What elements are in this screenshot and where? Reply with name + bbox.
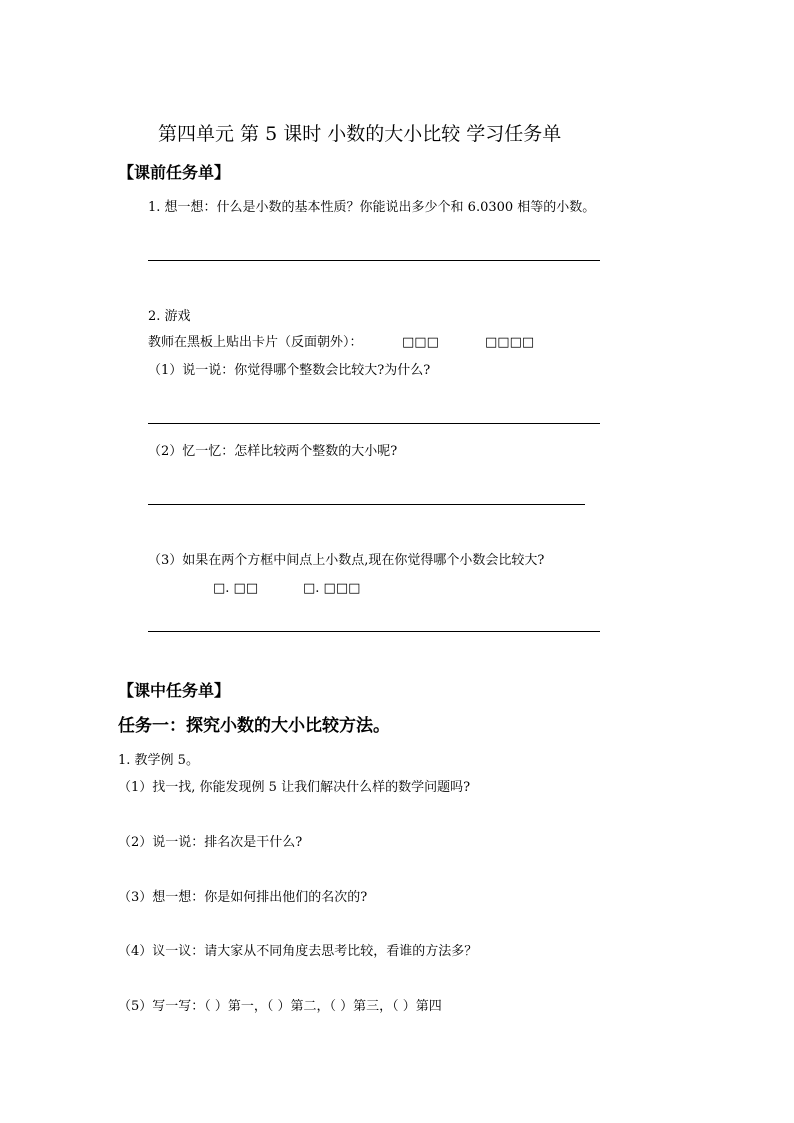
answer-line-3: [148, 504, 585, 505]
item-1: 1. 教学例 5。: [118, 753, 199, 768]
pre-question-1: 1. 想一想：什么是小数的基本性质？你能说出多少个和 6.0300 相等的小数。: [148, 200, 596, 215]
answer-line-2: [148, 423, 600, 424]
sub-question-3: （3）如果在两个方框中间点上小数点,现在你觉得哪个小数会比较大?: [148, 553, 545, 568]
answer-line-1: [148, 260, 600, 261]
page-title: 第四单元 第 5 课时 小数的大小比较 学习任务单: [158, 123, 562, 145]
pre-question-2-title: 2. 游戏: [148, 309, 191, 324]
answer-line-4: [148, 631, 600, 632]
cards-label: 教师在黑板上贴出卡片（反面朝外）：: [148, 335, 363, 350]
in-class-sub-1: （1）找一找, 你能发现例 5 让我们解决什么样的数学问题吗?: [118, 780, 471, 795]
in-class-sub-2: （2）说一说：排名次是干什么?: [118, 835, 303, 850]
sub-question-2: （2）忆一忆：怎样比较两个整数的大小呢?: [148, 444, 398, 459]
in-class-sub-5: （5）写一写：（ ）第一，（ ）第二，（ ）第三，（ ）第四: [118, 999, 442, 1014]
in-class-sub-3: （3）想一想：你是如何排出他们的名次的?: [118, 890, 368, 905]
cards-group-b: □□□□: [485, 335, 535, 350]
decimal-boxes-a: □. □□: [213, 581, 259, 596]
pre-class-header: 【课前任务单】: [118, 163, 231, 182]
task-one-heading: 任务一：探究小数的大小比较方法。: [118, 716, 390, 736]
sub-question-1: （1）说一说：你觉得哪个整数会比较大?为什么?: [148, 363, 431, 378]
in-class-header: 【课中任务单】: [118, 681, 231, 700]
decimal-boxes-b: □. □□□: [303, 581, 361, 596]
in-class-sub-4: （4）议一议：请大家从不同角度去思考比较，看谁的方法多？: [118, 944, 478, 959]
cards-group-a: □□□: [402, 335, 439, 350]
